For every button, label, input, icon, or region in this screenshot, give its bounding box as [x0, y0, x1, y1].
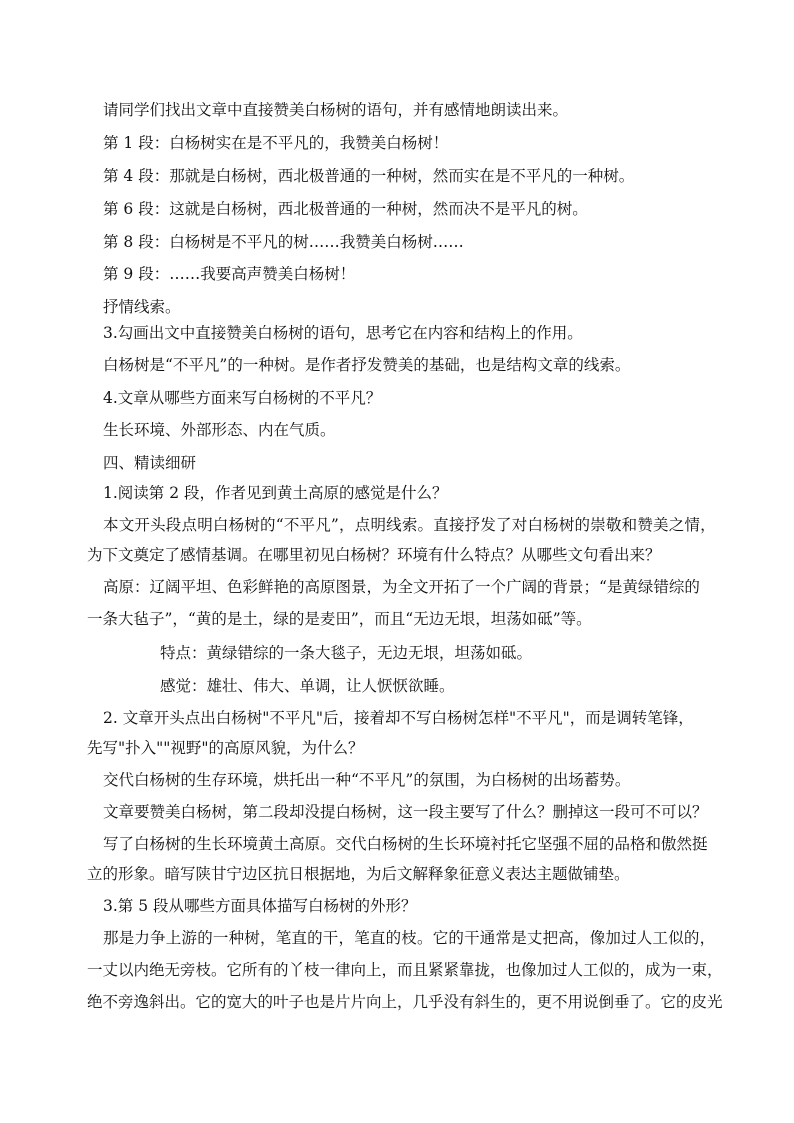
text-line: 白杨树是“不平凡”的一种树。是作者抒发赞美的基础，也是结构文章的线索。: [103, 356, 631, 374]
text-line: 第 1 段：白杨树实在是不平凡的，我赞美白杨树！: [103, 134, 449, 152]
text-line: 第 6 段：这就是白杨树，西北极普通的一种树，然而决不是平凡的树。: [103, 200, 588, 218]
text-line: 2. 文章开头点出白杨树"不平凡"后，接着却不写白杨树怎样"不平凡"，而是调转笔锋，: [103, 709, 694, 727]
text-line: 3.勾画出文中直接赞美白杨树的语句，思考它在内容和结构上的作用。: [103, 324, 583, 342]
section-heading: 四、精读细研: [103, 454, 197, 472]
text-line: 3.第 5 段从哪些方面具体描写白杨树的外形？: [103, 897, 417, 915]
text-line: 第 4 段：那就是白杨树，西北极普通的一种树，然而实在是不平凡的一种树。: [103, 167, 635, 185]
text-line: 1.阅读第 2 段，作者见到黄土高原的感觉是什么？: [103, 484, 448, 502]
text-line: 第 8 段：白杨树是不平凡的树……我赞美白杨树……: [103, 233, 464, 251]
text-line: 本文开头段点明白杨树的“不平凡”，点明线索。直接抒发了对白杨树的崇敬和赞美之情，: [103, 516, 716, 534]
text-line: 第 9 段：……我要高声赞美白杨树！: [103, 265, 356, 283]
text-line: 一丈以内绝无旁枝。它所有的丫枝一律向上，而且紧紧靠拢，也像加过人工似的，成为一束，: [87, 961, 723, 979]
text-line: 请同学们找出文章中直接赞美白杨树的语句，并有感情地朗读出来。: [103, 101, 569, 119]
text-line: 特点：黄绿错综的一条大毯子，无边无垠，坦荡如砥。: [160, 644, 533, 662]
text-line: 先写"扑入""视野"的高原风貌，为什么？: [87, 739, 364, 757]
text-line: 立的形象。暗写陕甘宁边区抗日根据地，为后文解释象征意义表达主题做铺垫。: [87, 865, 630, 883]
text-line: 文章要赞美白杨树，第二段却没提白杨树，这一段主要写了什么？删掉这一段可不可以？: [103, 803, 708, 821]
text-line: 写了白杨树的生长环境黄土高原。交代白杨树的生长环境衬托它坚强不屈的品格和傲然挺: [103, 835, 708, 853]
text-line: 绝不旁逸斜出。它的宽大的叶子也是片片向上，几乎没有斜生的，更不用说倒垂了。它的皮光: [87, 993, 723, 1011]
text-line: 生长环境、外部形态、内在气质。: [103, 421, 336, 439]
text-line: 为下文奠定了感情基调。在哪里初见白杨树？环境有什么特点？从哪些文句看出来？: [87, 546, 661, 564]
text-line: 抒情线索。: [103, 298, 181, 316]
text-line: 感觉：雄壮、伟大、单调，让人恹恹欲睡。: [160, 677, 455, 695]
text-line: 4.文章从哪些方面来写白杨树的不平凡？: [103, 389, 382, 407]
text-line: 那是力争上游的一种树，笔直的干，笔直的枝。它的干通常是丈把高，像加过人工似的，: [103, 929, 716, 947]
text-line: 一条大毡子”，“黄的是土，绿的是麦田”，而且“无边无垠，坦荡如砥”等。: [87, 610, 592, 628]
text-line: 高原：辽阔平坦、色彩鲜艳的高原图景，为全文开拓了一个广阔的背景；“是黄绿错综的: [103, 578, 700, 596]
text-line: 交代白杨树的生存环境，烘托出一种“不平凡”的氛围，为白杨树的出场蓄势。: [103, 771, 631, 789]
